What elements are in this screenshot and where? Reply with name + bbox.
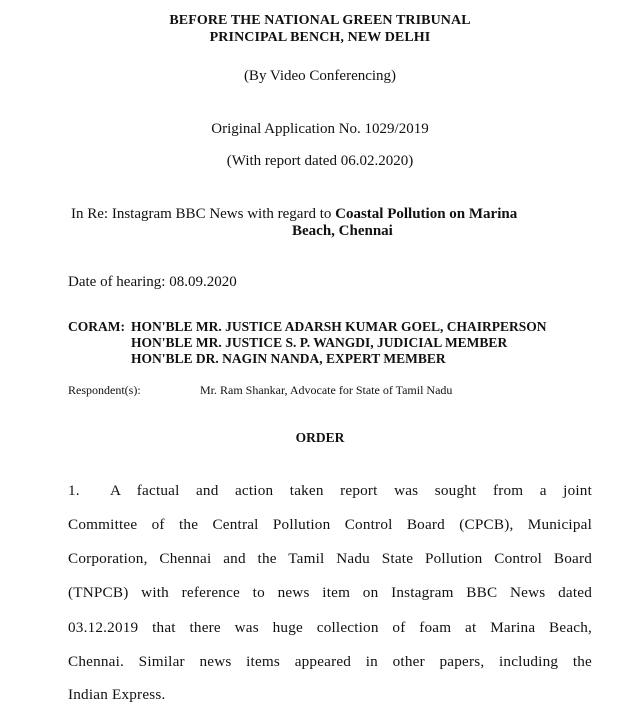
- coram-member-2: HON'BLE MR. JUSTICE S. P. WANGDI, JUDICIAL MEMBER: [131, 335, 508, 350]
- application-number: Original Application No. 1029/2019: [211, 121, 429, 137]
- hearing-mode: (By Video Conferencing): [243, 68, 397, 84]
- paragraph-line-1: [68, 482, 592, 500]
- in-re-subject: Coastal Pollution on Marina: [335, 206, 518, 222]
- in-re-prefix: In Re: Instagram BBC News with regard to: [71, 206, 336, 222]
- paragraph-line-2: Committee of the Central Pollution Control Board (CPCB), Municipal: [68, 516, 592, 533]
- paragraph-number: 1.: [68, 482, 80, 499]
- respondent-label: Respondent(s):: [68, 383, 141, 397]
- report-date: (With report dated 06.02.2020): [226, 153, 414, 169]
- paragraph-text: A factual and action taken report was sought from a joint: [110, 482, 592, 499]
- in-re-subject-continued: Beach, Chennai: [292, 223, 393, 239]
- order-title: ORDER: [295, 430, 345, 445]
- paragraph-line-3: Corporation, Chennai and the Tamil Nadu State Pollution Control Board: [68, 550, 592, 567]
- paragraph-line-5: 03.12.2019 that there was huge collection of foam at Marina Beach,: [68, 619, 592, 636]
- coram-member-1: HON'BLE MR. JUSTICE ADARSH KUMAR GOEL, CHAIRPERSON: [131, 319, 547, 334]
- coram-label: CORAM:: [68, 319, 125, 334]
- paragraph-line-6: Chennai. Similar news items appeared in other papers, including the: [68, 653, 592, 670]
- respondent-value: Mr. Ram Shankar, Advocate for State of Tamil Nadu: [200, 383, 453, 397]
- paragraph-line-7: Indian Express.: [68, 686, 166, 703]
- paragraph-line-4: (TNPCB) with reference to news item on Instagram BBC News dated: [68, 584, 592, 601]
- tribunal-title: BEFORE THE NATIONAL GREEN TRIBUNAL: [169, 13, 471, 28]
- in-re-line: [71, 206, 517, 223]
- bench-title: PRINCIPAL BENCH, NEW DELHI: [209, 30, 431, 45]
- hearing-date: Date of hearing: 08.09.2020: [68, 274, 237, 290]
- coram-member-3: HON'BLE DR. NAGIN NANDA, EXPERT MEMBER: [131, 351, 446, 366]
